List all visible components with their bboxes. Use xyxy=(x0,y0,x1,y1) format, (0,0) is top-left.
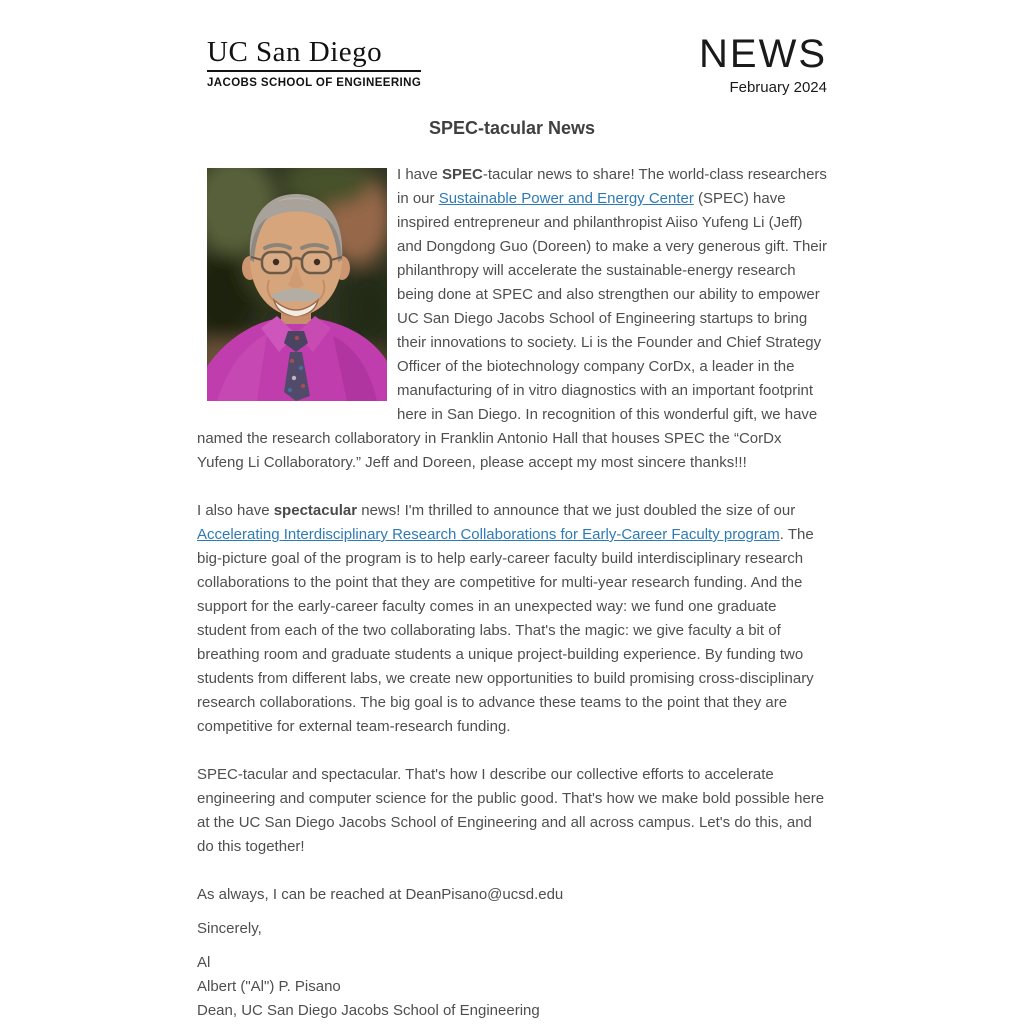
closing-salutation: Sincerely, xyxy=(197,920,262,937)
news-masthead-title: NEWS xyxy=(699,32,827,76)
body-text: SPEC-tacular and spectacular. That's how I describe our collective efforts to accelerate engineering and computer science for the public good. That's how we make bold possible here at the UC San Diego Jacobs School of Engineering and all across campus. Let's do this, and do this together! xyxy=(197,766,825,855)
article-body xyxy=(197,163,827,1023)
dean-portrait-illustration xyxy=(207,168,387,401)
body-text: I also have xyxy=(197,502,274,519)
jacobs-school-logo xyxy=(207,34,421,89)
body-text: . The big-picture goal of the program is to help early-career faculty build interdisciplinary research collaborations to the point that they are competitive for multi-year research funding. And the support for the early-career faculty comes in an unexpected way: we fund one graduate student from each of the two collaborating labs. That's the magic: we give faculty a bit of breathing room and graduate students a unique project-building experience. By funding two students from different labs, we create new opportunities to build promising cross-disciplinary research collaborations. The big goal is to advance these teams to the point that they are competitive for external team-research funding. xyxy=(197,526,814,735)
body-text: I have xyxy=(397,166,443,183)
early-career-program-link[interactable]: Accelerating Interdisciplinary Research Collaborations for Early-Career Faculty program xyxy=(197,526,780,543)
logo-underline-divider xyxy=(207,70,421,72)
article-headline: SPEC-tacular News xyxy=(428,118,596,138)
spec-center-link[interactable]: Sustainable Power and Energy Center xyxy=(438,190,694,207)
signature-line-title: Dean, UC San Diego Jacobs School of Engineering xyxy=(197,1002,540,1019)
body-text: -tacular news to share! The world-class researchers in our xyxy=(397,166,827,207)
paragraph-3 xyxy=(197,763,827,859)
newsletter-header xyxy=(197,34,827,96)
jacobs-school-name: JACOBS SCHOOL OF ENGINEERING xyxy=(207,77,422,89)
issue-date: February 2024 xyxy=(729,79,827,96)
signature-line-fullname: Albert ("Al") P. Pisano xyxy=(197,978,341,995)
body-text: news! I'm thrilled to announce that we just doubled the size of our xyxy=(357,502,796,519)
bold-text: spectacular xyxy=(273,502,358,519)
uc-san-diego-wordmark: UC San Diego xyxy=(207,36,383,68)
dean-portrait-photo xyxy=(207,168,387,401)
masthead xyxy=(699,34,827,96)
signature-line-nickname: Al xyxy=(197,954,211,971)
body-text: As always, I can be reached at DeanPisano@ucsd.edu xyxy=(197,886,564,903)
paragraph-2 xyxy=(197,499,827,739)
bold-text: SPEC xyxy=(442,166,483,183)
body-text: (SPEC) have inspired entrepreneur and philanthropist Aiiso Yufeng Li (Jeff) and Dongdong Guo (Doreen) to make a very generous gift. Their philanthropy will accelerate the sustainable-energy research being done at SPEC and also strengthen our ability to empower UC San Diego Jacobs School of Engineering startups to bring their innovations to society. Li is the Founder and Chief Strategy Officer of the biotechnology company CorDx, a leader in the manufacturing of in vitro diagnostics with an important footprint here in San Diego. In recognition of this wonderful gift, we have named the research collaboratory in Franklin Antonio Hall that houses SPEC the “CorDx Yufeng Li Collaboratory.” Jeff and Doreen, please accept my most sincere thanks!!! xyxy=(197,190,827,471)
signature-block xyxy=(197,951,827,1023)
paragraph-4 xyxy=(197,883,827,907)
